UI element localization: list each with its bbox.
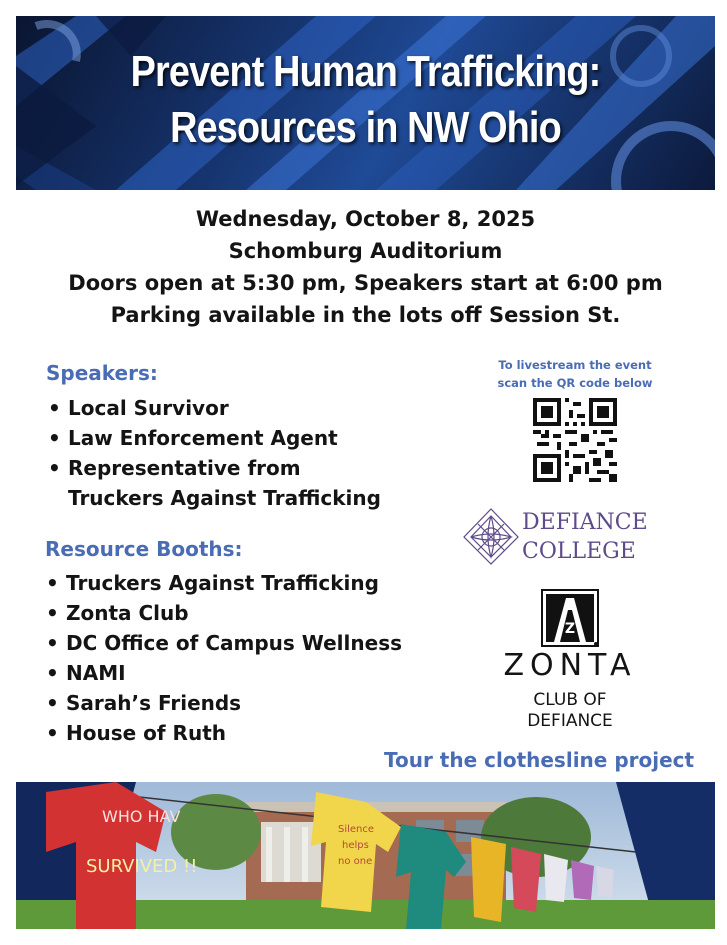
booth-item: • DC Office of Campus Wellness xyxy=(46,631,403,655)
red-shirt-text-2: SURVIVED !! xyxy=(86,856,198,877)
speaker-label: Representative from xyxy=(68,456,301,480)
booth-label: NAMI xyxy=(66,661,126,685)
speakers-list xyxy=(48,393,381,513)
zonta-sub-line-1: CLUB OF xyxy=(533,690,607,710)
speaker-label-continued: Truckers Against Trafficking xyxy=(68,486,381,510)
qr-code[interactable] xyxy=(533,398,617,482)
event-times: Doors open at 5:30 pm, Speakers start at 6:00 pm xyxy=(68,271,663,295)
booth-item: • Zonta Club xyxy=(46,601,189,625)
livestream-note xyxy=(470,356,680,392)
livestream-line-2: scan the QR code below xyxy=(497,376,653,390)
event-date: Wednesday, October 8, 2025 xyxy=(195,207,536,231)
red-shirt-text-1: WHO HAV xyxy=(102,807,181,826)
booth-label: House of Ruth xyxy=(66,721,226,745)
booth-label: DC Office of Campus Wellness xyxy=(66,631,403,655)
clothesline-illustration xyxy=(16,782,715,929)
yellow-shirt-text-3: no one xyxy=(338,856,373,867)
booth-item: • House of Ruth xyxy=(46,721,226,745)
zonta-emblem-icon xyxy=(540,588,600,648)
title-banner xyxy=(16,16,715,190)
booth-item: • NAMI xyxy=(46,661,126,685)
svg-text:Z: Z xyxy=(564,621,576,637)
speaker-item: • Law Enforcement Agent xyxy=(48,426,338,450)
speaker-item: • Local Survivor xyxy=(48,396,229,420)
booth-item: • Sarah’s Friends xyxy=(46,691,242,715)
speaker-item: • Representative from Truckers Against Trafficking xyxy=(48,453,381,513)
livestream-line-1: To livestream the event xyxy=(498,358,652,372)
zonta-sub-line-2: DEFIANCE xyxy=(527,711,613,731)
booths-list xyxy=(46,568,402,748)
zonta-subtitle xyxy=(480,690,660,732)
dc-line-2: COLLEGE xyxy=(522,539,636,564)
speaker-label: Local Survivor xyxy=(68,396,229,420)
speakers-heading: Speakers: xyxy=(46,361,158,385)
tour-callout: Tour the clothesline project xyxy=(384,748,695,772)
booth-label: Zonta Club xyxy=(66,601,189,625)
event-venue: Schomburg Auditorium xyxy=(228,239,503,263)
defiance-college-wordmark xyxy=(522,508,648,566)
booths-heading: Resource Booths: xyxy=(45,537,243,561)
clothesline-photo xyxy=(16,782,715,929)
yellow-shirt-text-2: helps xyxy=(342,840,369,851)
page-title xyxy=(65,44,666,156)
title-line-1: Prevent Human Trafficking: xyxy=(130,47,601,96)
dc-line-1: DEFIANCE xyxy=(522,510,648,535)
booth-label: Sarah’s Friends xyxy=(66,691,242,715)
title-line-2: Resources in NW Ohio xyxy=(170,103,561,152)
zonta-wordmark: ZONTA xyxy=(503,648,637,683)
yellow-shirt-text-1: Silence xyxy=(338,824,375,835)
booth-label: Truckers Against Trafficking xyxy=(66,571,379,595)
booth-item: • Truckers Against Trafficking xyxy=(46,571,379,595)
speaker-label: Law Enforcement Agent xyxy=(68,426,338,450)
event-details xyxy=(16,203,715,331)
event-parking: Parking available in the lots off Session St. xyxy=(110,303,621,327)
